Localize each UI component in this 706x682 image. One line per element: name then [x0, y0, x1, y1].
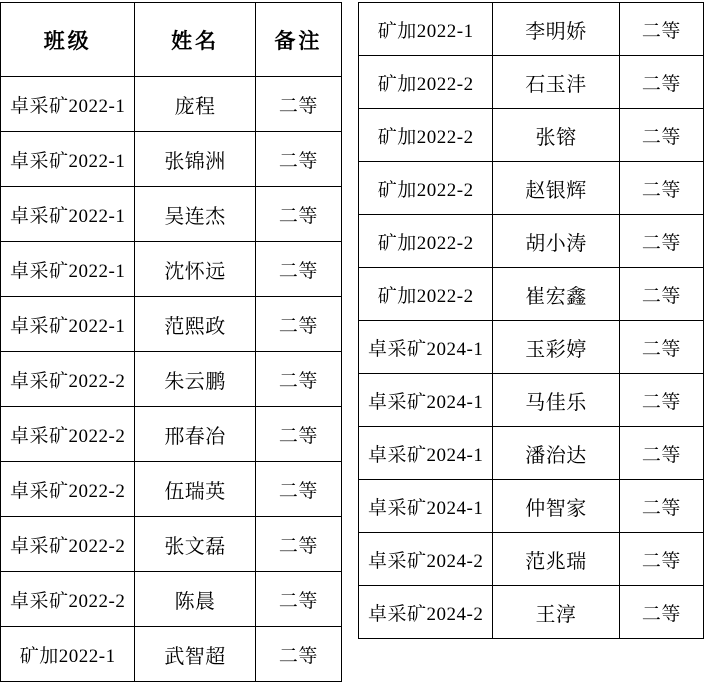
- cell-name: 马佳乐: [493, 374, 619, 427]
- cell-note: 二等: [255, 132, 341, 187]
- cell-note: 二等: [619, 533, 703, 586]
- cell-class: 矿加2022-2: [359, 268, 493, 321]
- table-row: [1, 572, 342, 627]
- cell-class: 矿加2022-1: [1, 627, 135, 682]
- cell-name: 石玉沣: [493, 56, 619, 109]
- cell-name: 武智超: [135, 627, 255, 682]
- column-header-class: 班级: [1, 3, 135, 77]
- table-row: [1, 352, 342, 407]
- table-row: [1, 187, 342, 242]
- cell-class: 矿加2022-2: [359, 56, 493, 109]
- cell-class: 卓采矿2024-2: [359, 533, 493, 586]
- table-row: [359, 321, 704, 374]
- cell-class: 卓采矿2024-1: [359, 374, 493, 427]
- cell-note: 二等: [619, 56, 703, 109]
- cell-class: 卓采矿2022-2: [1, 407, 135, 462]
- table-row: [359, 215, 704, 268]
- cell-name: 庞程: [135, 77, 255, 132]
- cell-class: 卓采矿2022-1: [1, 297, 135, 352]
- cell-name: 胡小涛: [493, 215, 619, 268]
- cell-class: 卓采矿2024-2: [359, 586, 493, 639]
- cell-note: 二等: [619, 162, 703, 215]
- table-header-row: [1, 3, 342, 77]
- cell-note: 二等: [255, 242, 341, 297]
- table-row: [359, 109, 704, 162]
- cell-note: 二等: [255, 352, 341, 407]
- cell-note: 二等: [255, 517, 341, 572]
- table-row: [359, 480, 704, 533]
- right-award-table: [358, 2, 704, 639]
- cell-name: 伍瑞英: [135, 462, 255, 517]
- cell-class: 卓采矿2022-1: [1, 187, 135, 242]
- cell-name: 朱云鹏: [135, 352, 255, 407]
- cell-note: 二等: [619, 268, 703, 321]
- table-row: [359, 56, 704, 109]
- cell-note: 二等: [619, 480, 703, 533]
- cell-note: 二等: [255, 407, 341, 462]
- cell-class: 矿加2022-2: [359, 215, 493, 268]
- cell-name: 邢春冶: [135, 407, 255, 462]
- cell-class: 卓采矿2022-1: [1, 77, 135, 132]
- cell-class: 卓采矿2022-1: [1, 132, 135, 187]
- cell-name: 崔宏鑫: [493, 268, 619, 321]
- cell-name: 张镕: [493, 109, 619, 162]
- table-row: [359, 3, 704, 56]
- table-row: [1, 132, 342, 187]
- cell-note: 二等: [255, 572, 341, 627]
- table-row: [359, 427, 704, 480]
- table-row: [359, 268, 704, 321]
- cell-note: 二等: [255, 77, 341, 132]
- cell-name: 陈晨: [135, 572, 255, 627]
- cell-name: 范兆瑞: [493, 533, 619, 586]
- cell-note: 二等: [619, 586, 703, 639]
- table-row: [1, 407, 342, 462]
- cell-name: 王淳: [493, 586, 619, 639]
- cell-class: 卓采矿2024-1: [359, 321, 493, 374]
- column-header-note: 备注: [255, 3, 341, 77]
- cell-class: 卓采矿2024-1: [359, 427, 493, 480]
- cell-name: 赵银辉: [493, 162, 619, 215]
- cell-name: 张文磊: [135, 517, 255, 572]
- table-row: [1, 462, 342, 517]
- table-row: [1, 297, 342, 352]
- cell-note: 二等: [255, 627, 341, 682]
- cell-note: 二等: [619, 374, 703, 427]
- cell-class: 卓采矿2022-2: [1, 572, 135, 627]
- cell-note: 二等: [619, 109, 703, 162]
- cell-class: 矿加2022-2: [359, 162, 493, 215]
- cell-name: 范熙政: [135, 297, 255, 352]
- cell-class: 卓采矿2022-2: [1, 352, 135, 407]
- table-row: [1, 77, 342, 132]
- table-row: [359, 374, 704, 427]
- cell-note: 二等: [619, 3, 703, 56]
- cell-note: 二等: [255, 297, 341, 352]
- column-header-name: 姓名: [135, 3, 255, 77]
- table-row: [359, 586, 704, 639]
- cell-class: 卓采矿2022-1: [1, 242, 135, 297]
- cell-class: 矿加2022-1: [359, 3, 493, 56]
- cell-name: 李明娇: [493, 3, 619, 56]
- cell-class: 矿加2022-2: [359, 109, 493, 162]
- cell-name: 吴连杰: [135, 187, 255, 242]
- cell-class: 卓采矿2022-2: [1, 517, 135, 572]
- left-award-table: [0, 2, 342, 682]
- cell-name: 潘治达: [493, 427, 619, 480]
- table-row: [359, 533, 704, 586]
- table-row: [359, 162, 704, 215]
- table-row: [1, 517, 342, 572]
- table-row: [1, 242, 342, 297]
- cell-name: 张锦洲: [135, 132, 255, 187]
- cell-note: 二等: [255, 187, 341, 242]
- cell-name: 玉彩婷: [493, 321, 619, 374]
- cell-class: 卓采矿2022-2: [1, 462, 135, 517]
- cell-note: 二等: [619, 427, 703, 480]
- cell-note: 二等: [619, 215, 703, 268]
- cell-name: 沈怀远: [135, 242, 255, 297]
- cell-note: 二等: [255, 462, 341, 517]
- table-row: [1, 627, 342, 682]
- cell-note: 二等: [619, 321, 703, 374]
- cell-class: 卓采矿2024-1: [359, 480, 493, 533]
- cell-name: 仲智家: [493, 480, 619, 533]
